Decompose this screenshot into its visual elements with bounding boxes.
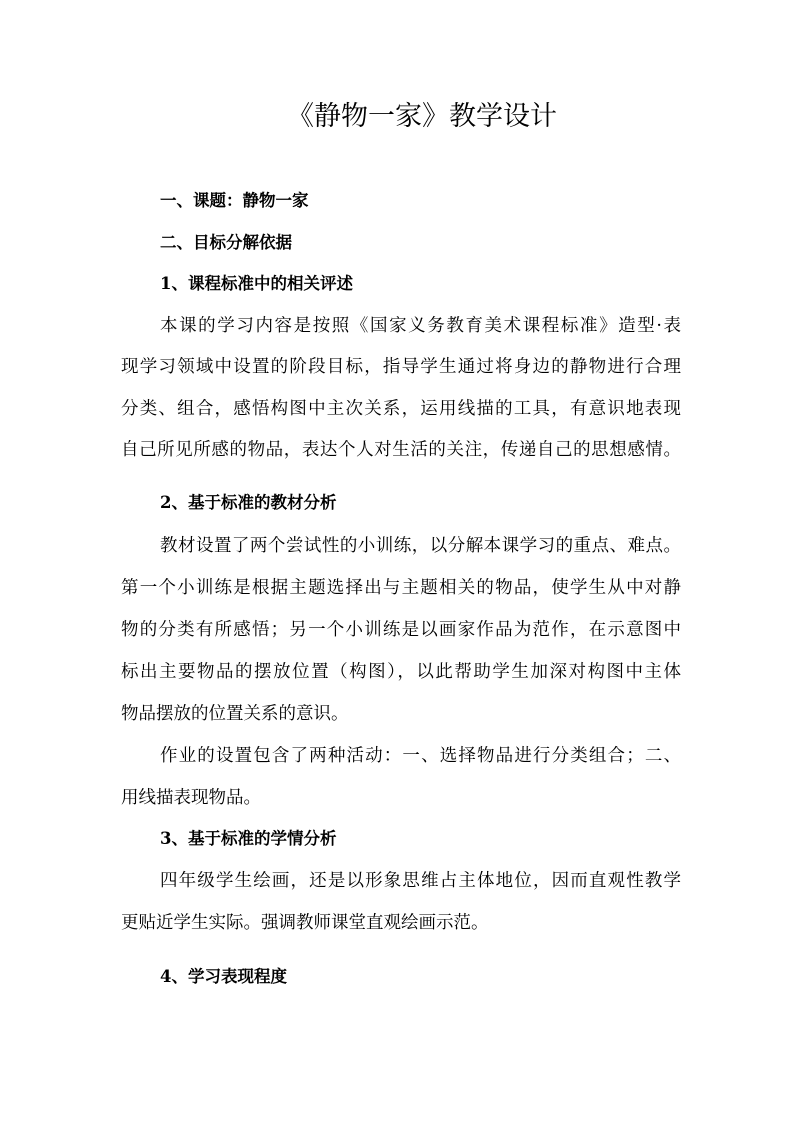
- paragraph-line: 第一个小训练是根据主题选择出与主题相关的物品，使学生从中对静: [121, 578, 681, 598]
- section-heading-basis: 二、目标分解依据: [160, 233, 292, 252]
- subsection-heading-textbook: 2、基于标准的教材分析: [160, 493, 337, 512]
- subsection-heading-students: 3、基于标准的学情分析: [160, 829, 337, 848]
- paragraph-line: 本课的学习内容是按照《国家义务教育美术课程标准》造型·表: [160, 316, 681, 336]
- paragraph-line: 四年级学生绘画，还是以形象思维占主体地位，因而直观性教学: [160, 871, 681, 891]
- subsection-heading-curriculum: 1、课程标准中的相关评述: [160, 274, 353, 293]
- section-heading-topic: 一、课题：静物一家: [160, 191, 309, 210]
- paragraph-line: 自己所见所感的物品，表达个人对生活的关注，传递自己的思想感情。: [121, 440, 681, 460]
- paragraph-line: 标出主要物品的摆放位置（构图），以此帮助学生加深对构图中主体: [121, 662, 681, 682]
- paragraph-line: 教材设置了两个尝试性的小训练，以分解本课学习的重点、难点。: [160, 536, 681, 556]
- paragraph-line: 物的分类有所感悟；另一个小训练是以画家作品为范作，在示意图中: [121, 620, 681, 640]
- paragraph-line: 现学习领域中设置的阶段目标，指导学生通过将身边的静物进行合理: [121, 357, 681, 377]
- paragraph-line: 用线描表现物品。: [121, 788, 261, 808]
- paragraph-line: 更贴近学生实际。强调教师课堂直观绘画示范。: [121, 913, 489, 933]
- paragraph-line: 物品摆放的位置关系的意识。: [121, 704, 349, 724]
- paragraph-line: 分类、组合，感悟构图中主次关系，运用线描的工具，有意识地表现: [121, 399, 681, 419]
- paragraph-line: 作业的设置包含了两种活动：一、选择物品进行分类组合；二、: [160, 746, 681, 766]
- document-title: 《静物一家》教学设计: [287, 101, 557, 132]
- subsection-heading-performance: 4、学习表现程度: [160, 967, 287, 986]
